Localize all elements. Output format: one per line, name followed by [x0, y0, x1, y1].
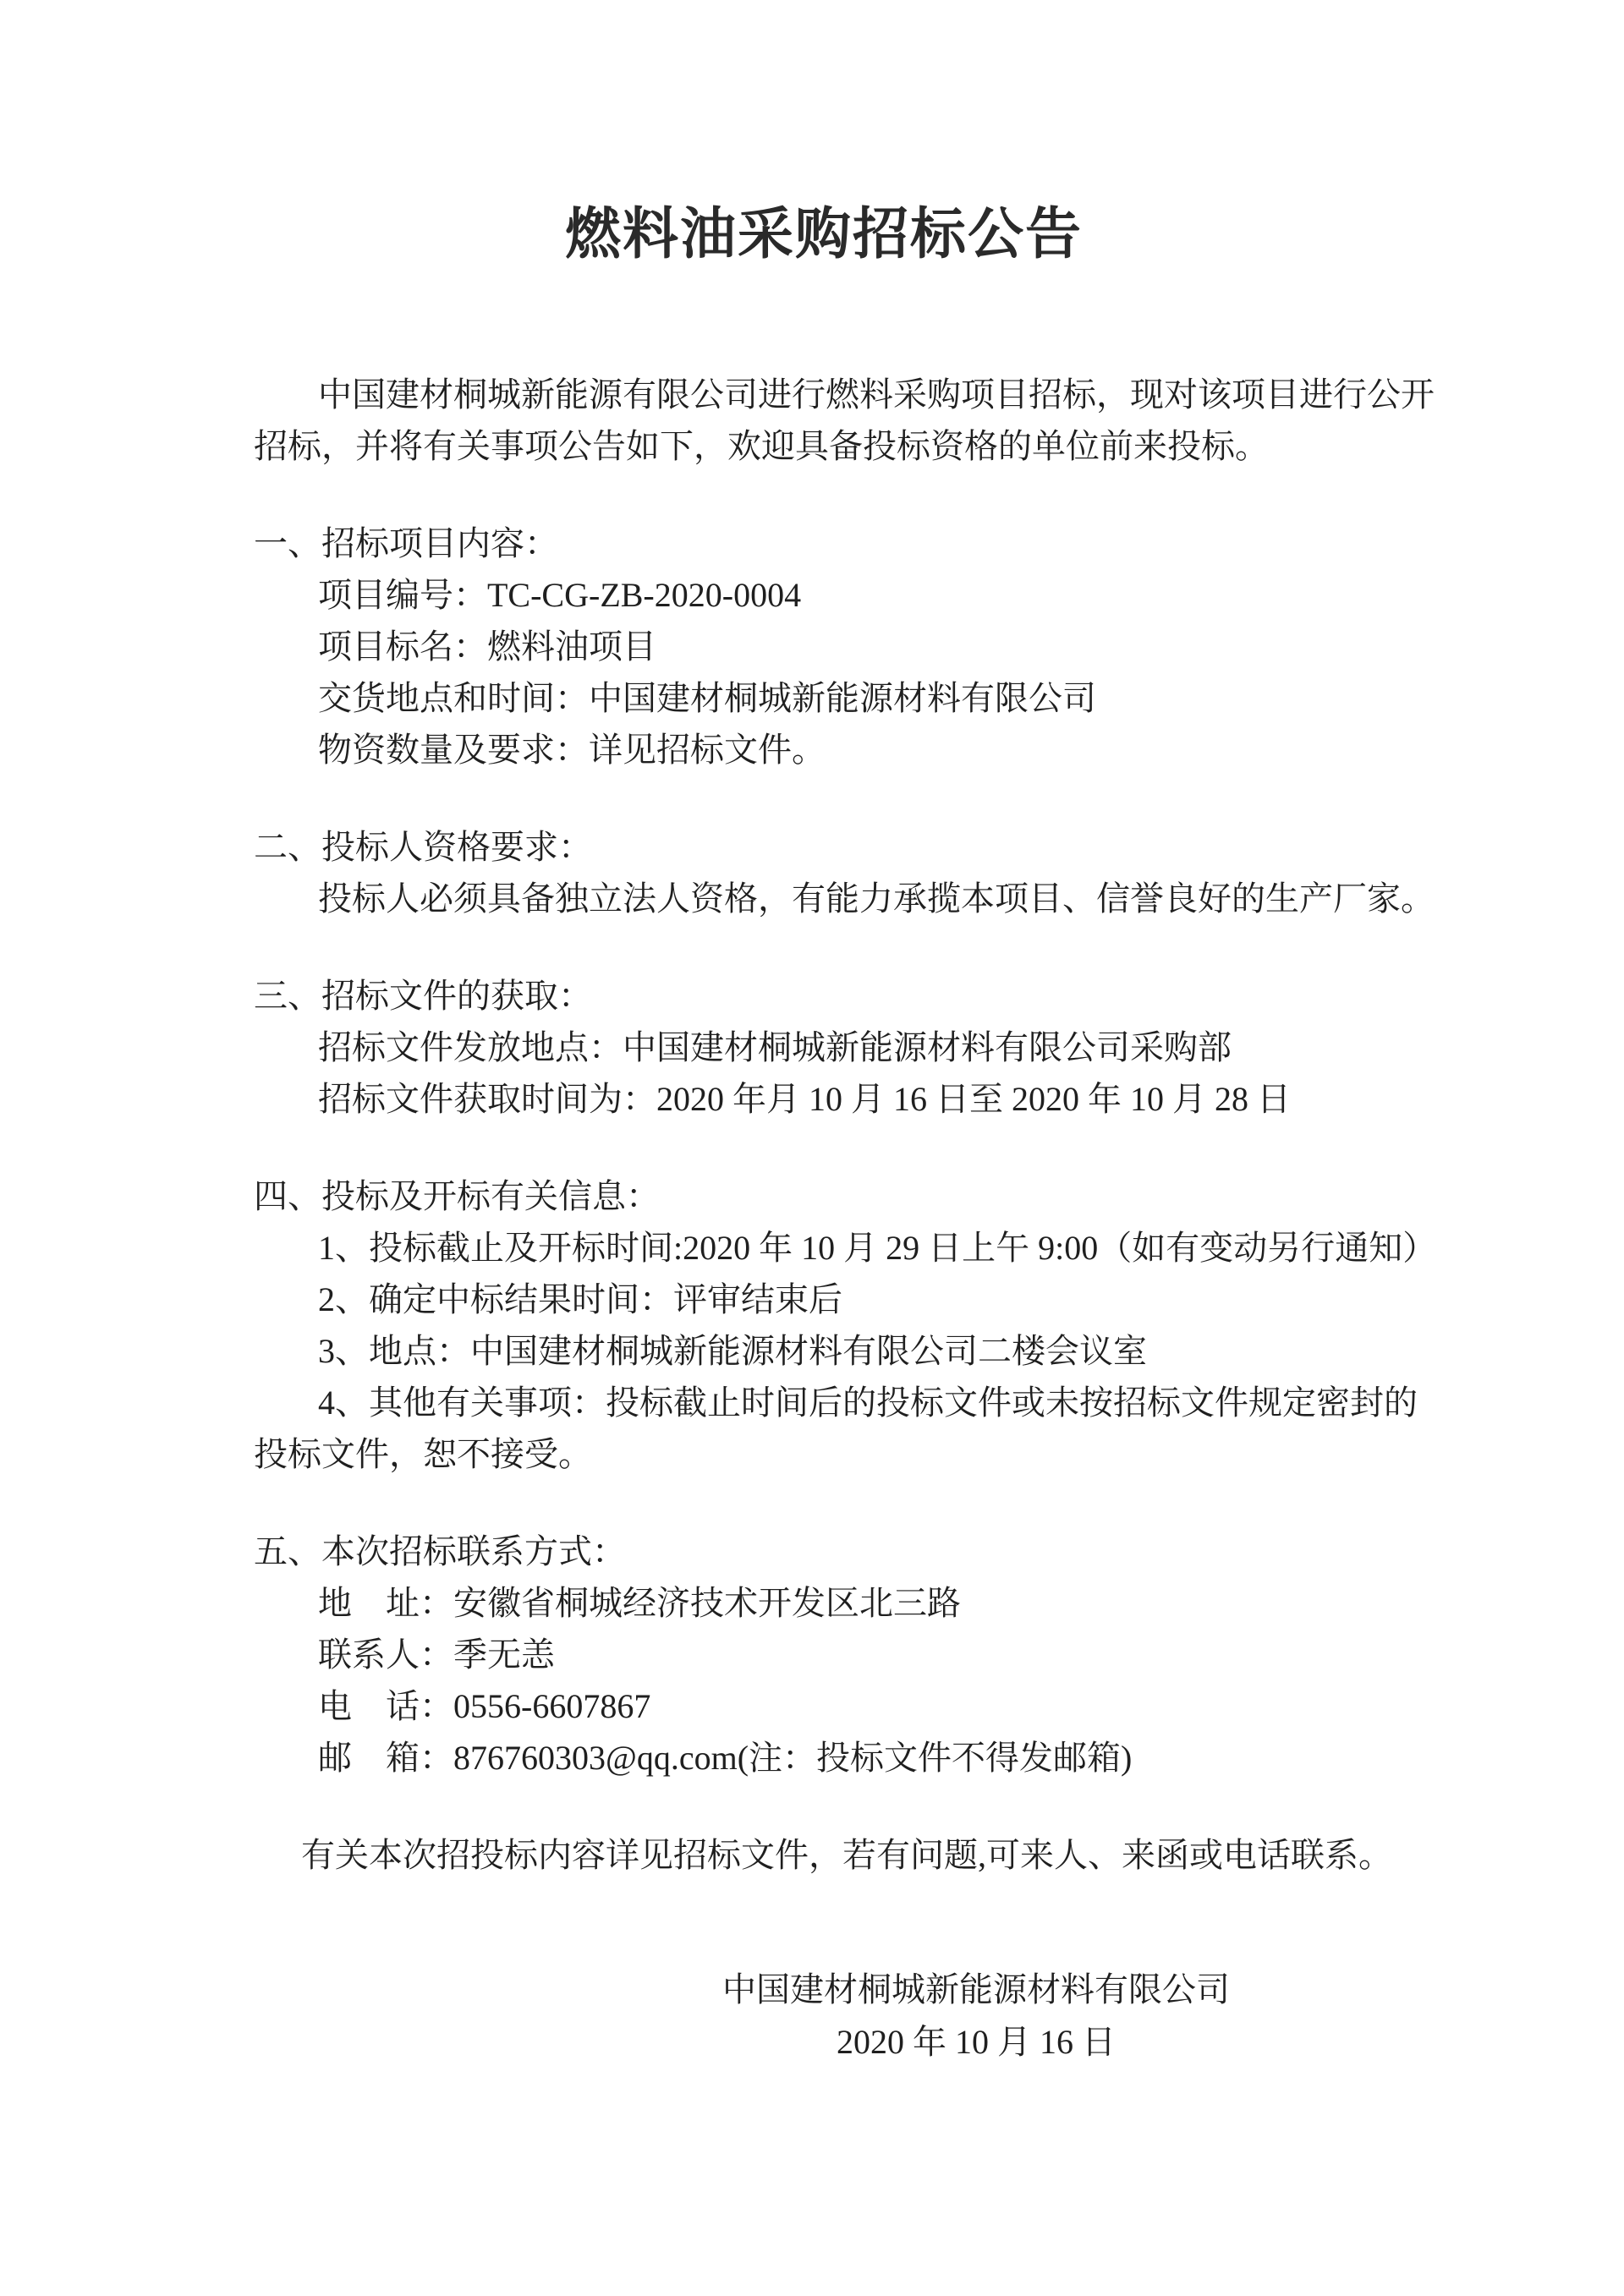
section-line: 交货地点和时间：中国建材桐城新能源材料有限公司	[318, 679, 1096, 717]
section-line: 项目编号：TC-CG-ZB-2020-0004	[318, 576, 802, 614]
intro-paragraph	[254, 369, 1435, 472]
section-2	[254, 821, 1435, 924]
intro-line: 招标，并将有关事项公告如下，欢迎具备投标资格的单位前来投标。	[254, 427, 1269, 465]
intro-line: 中国建材桐城新能源有限公司进行燃料采购项目招标，现对该项目进行公开	[318, 375, 1435, 414]
section-line: 投标文件，恕不接受。	[254, 1435, 592, 1473]
section-3	[254, 970, 1394, 1125]
section-heading: 二、投标人资格要求：	[254, 828, 592, 866]
document-content	[254, 0, 1437, 2069]
section-line: 招标文件获取时间为：2020 年月 10 月 16 日至 2020 年 10 月 28 日	[318, 1080, 1291, 1118]
closing-paragraph	[254, 1829, 1394, 1881]
section-line: 电 话：0556-6607867	[318, 1687, 651, 1725]
section-line: 联系人：季无恙	[318, 1636, 555, 1674]
closing-line: 有关本次招投标内容详见招标文件，若有问题,可来人、来函或电话联系。	[301, 1836, 1392, 1874]
section-line: 物资数量及要求：详见招标文件。	[318, 731, 826, 769]
section-line: 招标文件发放地点：中国建材桐城新能源材料有限公司采购部	[318, 1028, 1232, 1066]
section-line: 2、确定中标结果时间：评审结束后	[318, 1280, 842, 1318]
section-line: 投标人必须具备独立法人资格，有能力承揽本项目、信誉良好的生产厂家。	[318, 879, 1435, 918]
section-heading: 四、投标及开标有关信息：	[254, 1177, 660, 1215]
section-line: 地 址：安徽省桐城经济技术开发区北三路	[318, 1584, 961, 1622]
section-heading: 五、本次招标联系方式：	[254, 1532, 626, 1570]
section-line: 项目标名：燃料油项目	[318, 627, 656, 666]
section-line: 1、投标截止及开标时间:2020 年 10 月 29 日上午 9:00（如有变动另行通知）	[318, 1229, 1437, 1267]
document-title: 燃料油采购招标公告	[565, 204, 1083, 266]
section-line: 4、其他有关事项：投标截止时间后的投标文件或未按招标文件规定密封的	[318, 1384, 1418, 1422]
section-5	[254, 1526, 1394, 1784]
section-line: 邮 箱：876760303@qq.com(注：投标文件不得发邮箱)	[318, 1739, 1133, 1777]
sections-container	[254, 518, 1437, 1784]
section-4	[254, 1170, 1437, 1480]
section-heading: 一、招标项目内容：	[254, 524, 558, 562]
section-line: 3、地点：中国建材桐城新能源材料有限公司二楼会议室	[318, 1332, 1147, 1370]
signature-company: 中国建材桐城新能源材料有限公司	[722, 1970, 1230, 2008]
signature-date: 2020 年 10 月 16 日	[837, 2023, 1116, 2061]
signature-block	[558, 1964, 1394, 2069]
section-heading: 三、招标文件的获取：	[254, 977, 592, 1015]
section-1	[254, 518, 1394, 775]
